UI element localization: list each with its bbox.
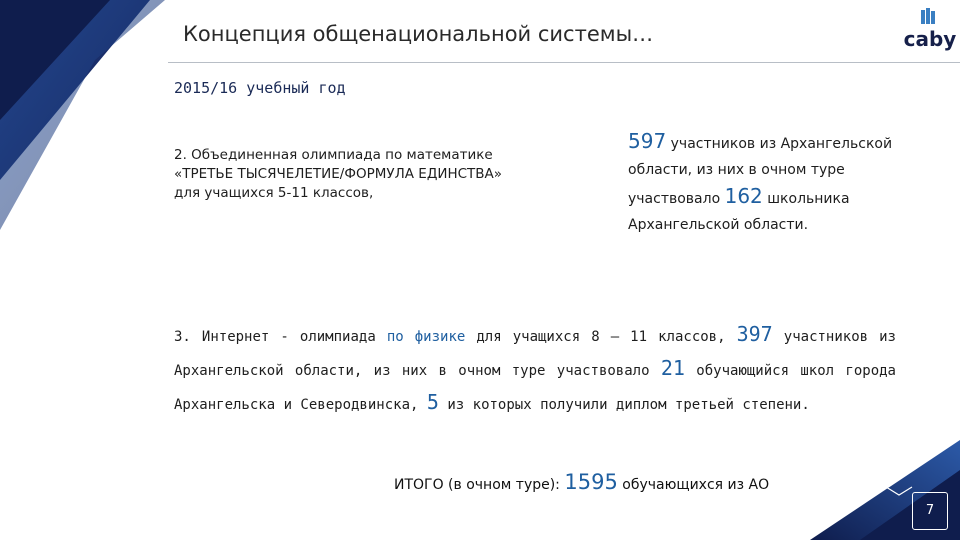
- chevron-down-icon: [884, 484, 914, 498]
- item3-part5: из которых получили диплом третьей степени.: [438, 397, 810, 413]
- item3-subject: по физике: [386, 329, 466, 345]
- total-label: ИТОГО (в очном туре):: [394, 477, 565, 493]
- physics-onsite-count: 21: [660, 356, 685, 380]
- item3-part1: 3. Интернет - олимпиада: [174, 329, 387, 345]
- stat2-text3a: участвовало: [628, 191, 725, 207]
- item3-part3: участников из Архангельской области, из них в очном туре участвовало: [174, 329, 896, 379]
- physics-participants-count: 397: [736, 322, 773, 346]
- item2-line3: для учащихся 5-11 классов,: [174, 185, 374, 201]
- total-text: обучающихся из АО: [617, 477, 770, 493]
- participants-count: 597: [628, 129, 667, 153]
- corner-decoration-top-left: [0, 0, 170, 230]
- academic-year: 2015/16 учебный год: [174, 79, 346, 97]
- page-number: 7: [912, 492, 948, 530]
- onsite-count: 162: [724, 184, 763, 208]
- logo-text: caby: [903, 27, 957, 51]
- stat2-text1: участников из Архангельской: [666, 136, 893, 152]
- olympiad-math-description: [174, 146, 594, 203]
- item3-part2: для учащихся 8 – 11 классов,: [465, 329, 737, 345]
- olympiad-math-stats: [628, 128, 928, 238]
- stat2-text2: области, из них в очном туре: [628, 162, 845, 178]
- stat2-text4: Архангельской области.: [628, 217, 809, 233]
- olympiad-physics-paragraph: [174, 319, 896, 421]
- slide-title: Концепция общенациональной системы…: [183, 22, 654, 46]
- title-divider: [168, 62, 960, 63]
- total-count: 1595: [564, 470, 618, 494]
- diploma-count: 5: [426, 390, 439, 414]
- item2-line2: «ТРЕТЬЕ ТЫСЯЧЕЛЕТИЕ/ФОРМУЛА ЕДИНСТВА»: [174, 166, 503, 182]
- item2-line1: 2. Объединенная олимпиада по математике: [174, 147, 493, 163]
- total-line: [394, 470, 769, 494]
- caby-logo: [903, 8, 957, 52]
- item3-part4: обучающийся школ города Архангельска и Северодвинска,: [174, 363, 896, 413]
- stat2-text3b: школьника: [762, 191, 850, 207]
